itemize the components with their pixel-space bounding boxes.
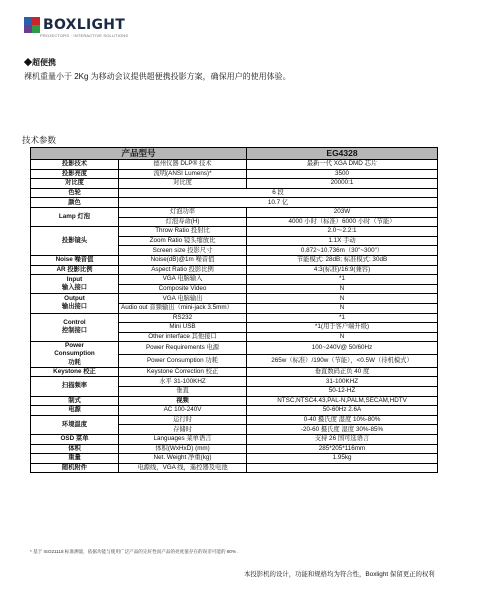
category-cell: 电源 (31, 406, 119, 416)
category-cell: 色轮 (31, 188, 119, 198)
value-cell: 203W (247, 207, 438, 217)
table-row (31, 435, 438, 445)
spec-cell: AC 100-240V (119, 406, 247, 416)
value-cell: 最新一代 XGA DMD 芯片 (247, 160, 438, 170)
value-cell: N (247, 303, 438, 313)
table-row (31, 179, 438, 189)
category-cell: Power Consumption 功耗 (31, 342, 119, 368)
brand-tagline: PROJECTORS · INTERACTIVE SOLUTIONS (40, 33, 129, 38)
spec-cell: Keystone Correction 校正 (119, 367, 247, 377)
logo-square (24, 25, 32, 33)
category-cell: 投影技术 (31, 160, 119, 170)
category-cell: Input 输入接口 (31, 275, 119, 294)
boxlight-logo-icon (24, 17, 40, 33)
value-cell: 垂直数码正负 40 度 (247, 367, 438, 377)
table-row (31, 313, 438, 323)
value-cell: *1(用于客户端升级) (247, 323, 438, 333)
category-cell: AR 投影比例 (31, 265, 119, 275)
spec-cell: 体积(WxHxD) (mm) (119, 444, 247, 454)
spec-cell: 流明(ANSI Lumens)* (119, 169, 247, 179)
category-cell: 投影镜头 (31, 227, 119, 256)
value-cell: 0-40 摄氏度 湿度 10%-80% (247, 415, 438, 425)
value-cell: N (247, 332, 438, 342)
spec-cell: 视频 (119, 396, 247, 406)
value-cell: N (247, 294, 438, 304)
spec-cell: 6 段 (119, 188, 438, 198)
table-row (31, 444, 438, 454)
table-row (31, 275, 438, 285)
spec-cell: Audio out 音频输出（mini-jack 3.5mm） (119, 303, 247, 313)
table-row (31, 255, 438, 265)
table-row (31, 188, 438, 198)
spec-cell: Throw Ratio 投射比 (119, 227, 247, 237)
spec-cell: 灯泡寿命(H) (119, 217, 247, 227)
spec-cell: Composite Video (119, 284, 247, 294)
category-cell: OSD 菜单 (31, 435, 119, 445)
value-cell: 4:3(标准)/16:9(兼容) (247, 265, 438, 275)
category-cell: 扫描频率 (31, 377, 119, 396)
table-row (31, 198, 438, 208)
table-row (31, 227, 438, 237)
value-cell: 2.0～2.2:1 (247, 227, 438, 237)
spec-cell: 垂直 (119, 387, 247, 397)
value-cell: *1 (247, 313, 438, 323)
table-row (31, 367, 438, 377)
value-cell: 31-100KHZ (247, 377, 438, 387)
spec-cell: 存储时 (119, 425, 247, 435)
category-cell: 环境温度 (31, 415, 119, 434)
value-cell: 1.1X 手动 (247, 236, 438, 246)
spec-cell: 水平 31-100KHZ (119, 377, 247, 387)
spec-cell: RS232 (119, 313, 247, 323)
disclaimer: 本投影机的设计，功能和规格均为符合性，Boxlight 保留更正的权利 (244, 571, 435, 578)
value-cell: 1.95kg (247, 454, 438, 464)
category-cell: Control 控制接口 (31, 313, 119, 342)
spec-cell: 灯泡功率 (119, 207, 247, 217)
value-cell: 支持 26 国可选语言 (247, 435, 438, 445)
spec-cell: Mini USB (119, 323, 247, 333)
value-cell: 节能模式: 28dB; 标准模式: 30dB (247, 255, 438, 265)
value-cell: NTSC,NTSC4.43,PAL-N,PALM,SECAM,HDTV (247, 396, 438, 406)
value-cell: 3500 (247, 169, 438, 179)
spec-cell: Other interface 其他接口 (119, 332, 247, 342)
category-cell: 制式 (31, 396, 119, 406)
category-cell: 对比度 (31, 179, 119, 189)
spec-cell: Power Consumption 功耗 (119, 355, 247, 368)
category-cell: Noise 噪音值 (31, 255, 119, 265)
spec-cell: 对比度 (119, 179, 247, 189)
value-cell: 50-60Hz 2.6A (247, 406, 438, 416)
spec-cell: Languages 菜单语言 (119, 435, 247, 445)
value-cell: 50-12-HZ (247, 387, 438, 397)
spec-cell: 10.7 亿 (119, 198, 438, 208)
spec-cell: Aspect Ratio 投影比例 (119, 265, 247, 275)
value-cell (247, 463, 438, 473)
value-cell: *1 (247, 275, 438, 285)
spec-table (30, 147, 438, 473)
table-row (31, 342, 438, 355)
feature-title: ◆超便携 (24, 58, 56, 67)
table-row (31, 207, 438, 217)
header-model-label: 产品型号 (31, 148, 247, 160)
value-cell: 0.872~10.736m（30"~300"） (247, 246, 438, 256)
table-row (31, 415, 438, 425)
value-cell: 20000:1 (247, 179, 438, 189)
value-cell: 265w（标准）/190w（节能），<0.5W（待机模式） (247, 355, 438, 368)
spec-cell: 运行时 (119, 415, 247, 425)
spec-cell: Noise(dB)@1m 噪音值 (119, 255, 247, 265)
category-cell: Keystone 校正 (31, 367, 119, 377)
spec-cell: Power Requirements 电源 (119, 342, 247, 355)
category-cell: 重量 (31, 454, 119, 464)
table-row (31, 169, 438, 179)
category-cell: 随机附件 (31, 463, 119, 473)
table-row (31, 294, 438, 304)
value-cell: 100~240V@ 50/60Hz (247, 342, 438, 355)
spec-cell: 电源线，VGA 线，遥控器及电池 (119, 463, 247, 473)
category-cell: Output 输出接口 (31, 294, 119, 313)
header-model-value: EG4328 (247, 148, 438, 160)
table-row (31, 454, 438, 464)
logo-square (32, 25, 40, 33)
table-row (31, 160, 438, 170)
table-row (31, 463, 438, 473)
spec-cell: Net. Weight 净重(kg) (119, 454, 247, 464)
spec-cell: VGA 电脑输出 (119, 294, 247, 304)
value-cell: -20-60 摄氏度 湿度 30%-85% (247, 425, 438, 435)
table-row (31, 406, 438, 416)
feature-description: 裸机重量小于 2Kg 为移动会议提供超便携投影方案，确保用户的使用体验。 (24, 72, 291, 81)
logo-square (32, 17, 40, 25)
spec-table-header (31, 148, 438, 160)
category-cell: 颜色 (31, 198, 119, 208)
table-row (31, 396, 438, 406)
category-cell: 投影亮度 (31, 169, 119, 179)
value-cell: N (247, 284, 438, 294)
table-row (31, 265, 438, 275)
logo-square (24, 17, 32, 25)
value-cell: 285*205*116mm (247, 444, 438, 454)
footnote: * 基于 ISO21118 标准测量，依据功能与使用广泛产品的完好性而产品的亮度值存在的误差可能的 80% . (30, 549, 239, 554)
spec-cell: VGA 电脑输入 (119, 275, 247, 285)
category-cell: 体积 (31, 444, 119, 454)
spec-cell: Screen size 投影尺寸 (119, 246, 247, 256)
value-cell: 4000 小时（标准）6000 小时（节能） (247, 217, 438, 227)
spec-cell: Zoom Ratio 镜头缩放比 (119, 236, 247, 246)
brand-name: BOXLIGHT (43, 17, 126, 33)
table-row (31, 377, 438, 387)
category-cell: Lamp 灯泡 (31, 207, 119, 226)
spec-cell: 德州仪器 DLP® 技术 (119, 160, 247, 170)
section-title: 技术参数 (22, 135, 57, 145)
